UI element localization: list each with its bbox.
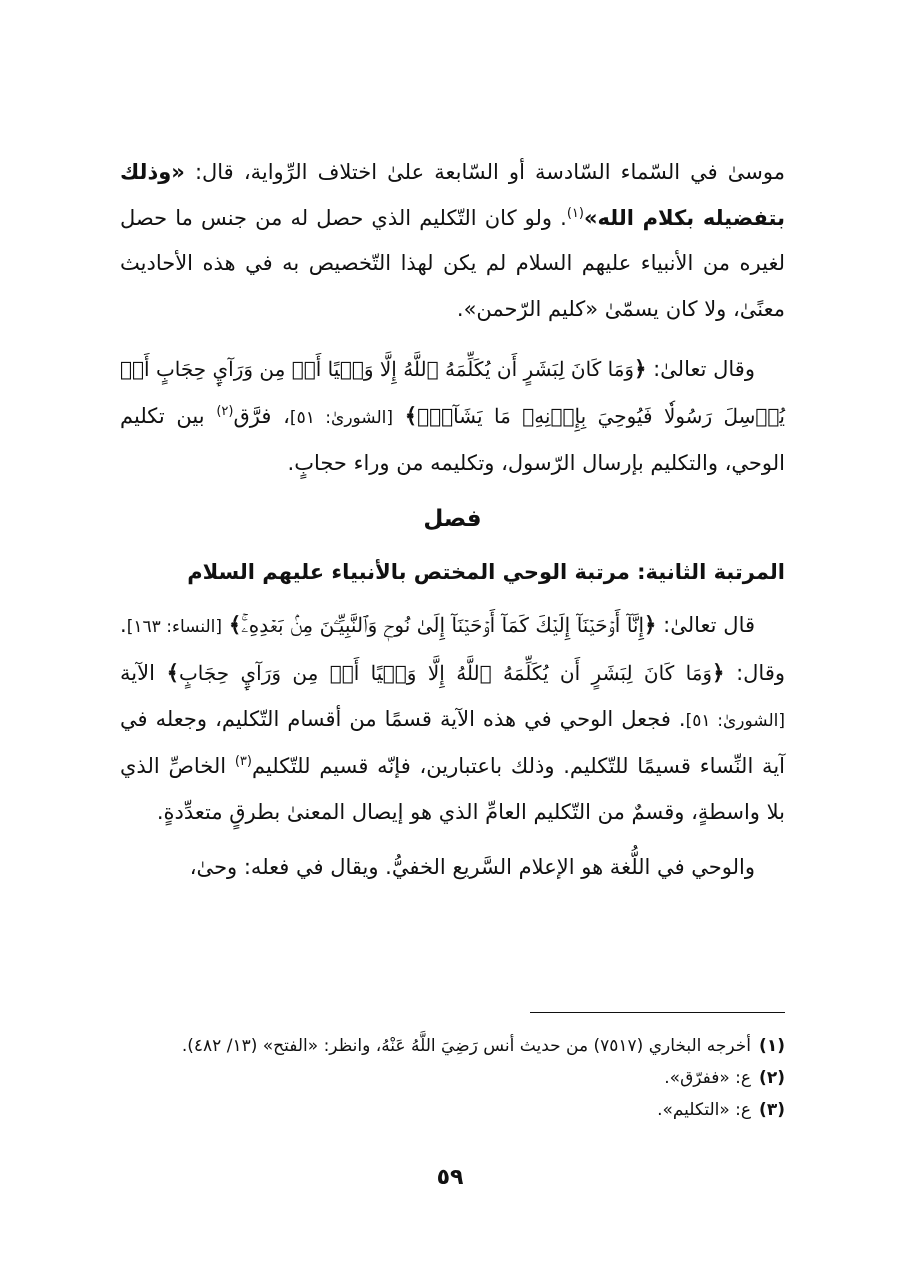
- section-heading: فصل: [423, 505, 482, 532]
- section-subheading: المرتبة الثانية: مرتبة الوحي المختص بالأنبياء عليهم السلام: [187, 560, 785, 584]
- paragraph-3-text-c: الآية: [120, 661, 167, 685]
- paragraph-4: والوحي في اللُّغة هو الإعلام السَّريع الخفيُّ. ويقال في فعله: وحىٰ،: [189, 855, 755, 879]
- paragraph-2-text-c: بين تكليم الوحي، والتكليم بإرسال الرّسول، وتكليمه من وراء حجابٍ.: [120, 403, 785, 475]
- quran-verse-shura-51: وَمَا كَانَ لِبَشَرٍ أَن يُكَلِّمَهُ ٱللَّهُ إِلَّا وَحۡيًا أَوۡ مِن وَرَآيِٕ حِجَابٍ أَوۡ يُرۡسِلَ رَسُولٗا فَيُوحِيَ بِإِذۡنِهِۦ مَا يَشَآءُۚ: [120, 357, 785, 428]
- footnote-2: [120, 1062, 785, 1094]
- paragraph-3-text-a: قال تعالىٰ:: [656, 612, 756, 637]
- paragraph-1-text-b: . ولو كان التّكليم الذي حصل له من جنس ما حصل لغيره من الأنبياء عليهم السلام لم يكن لهذا التّخصيص به في هذه الأحاديث معنًىٰ، ولا كان يسمّىٰ «كليم الرّحمن».: [120, 205, 785, 321]
- verse-citation: [الشورىٰ: ٥١]: [289, 407, 394, 428]
- quran-brace-close: ﴾: [228, 611, 242, 637]
- paragraph-3-text-b: . وقال:: [120, 612, 785, 685]
- footnote-text: ع: «التكليم».: [657, 1100, 752, 1120]
- quran-brace-open: ﴿: [644, 611, 657, 637]
- footnote-number: (١): [759, 1036, 785, 1056]
- paragraph-3-text-e: الخاصِّ الذي بلا واسطةٍ، وقسمٌ من التّكليم العامِّ الذي هو إيصال المعنىٰ بطرقٍ متعدِّدةٍ.: [120, 754, 785, 824]
- paragraph-2-text-a: وقال تعالىٰ:: [646, 357, 755, 381]
- paragraph-2: [120, 346, 785, 487]
- quran-verse-nisa-163: إِنَّآ أَوۡحَيۡنَآ إِلَيۡكَ كَمَآ أَوۡحَيۡنَآ إِلَىٰ نُوحٖ وَٱلنَّبِيِّـۧنَ مِنۢ بَعۡدِهِۦۚ: [241, 612, 645, 637]
- main-text: [120, 150, 785, 891]
- paragraph-3: [120, 602, 785, 836]
- footnote-separator: [530, 1012, 785, 1013]
- quran-brace-close: ﴾: [404, 402, 418, 428]
- footnote-3: [120, 1094, 785, 1126]
- footnote-ref-1[interactable]: (١): [566, 205, 584, 221]
- footnote-number: (٢): [759, 1068, 785, 1088]
- verse-citation: [الشورىٰ: ٥١]: [685, 710, 785, 731]
- paragraph-1-text-a: موسىٰ في السّماء السّادسة أو السّابعة علىٰ اختلاف الرِّواية، قال:: [184, 160, 785, 184]
- footnote-number: (٣): [759, 1100, 785, 1120]
- footnote-text: ع: «ففرّق».: [664, 1068, 752, 1088]
- page-number: ٥٩: [436, 1165, 464, 1190]
- paragraph-3-text-d: . فجعل الوحي في هذه الآية قسمًا من أقسام التّكليم، وجعله في آية النِّساء قسيمًا للتّكليم. وذلك باعتبارين، فإنّه قسيم للتّكليم: [120, 706, 785, 778]
- paragraph-1: [120, 150, 785, 332]
- footnote-ref-3[interactable]: (٣): [234, 754, 252, 769]
- quran-brace-open: ﴿: [634, 356, 647, 381]
- footnotes: [120, 1030, 785, 1126]
- footnote-text: أخرجه البخاري (٧٥١٧) من حديث أنس رَضِيَ اللَّهُ عَنْهُ، وانظر: «الفتح» (١٣/ ٤٨٢).: [181, 1036, 752, 1056]
- footnote-ref-2[interactable]: (٢): [216, 403, 234, 419]
- paragraph-2-text-b: ، فرَّق: [233, 403, 290, 428]
- verse-citation: [النساء: ١٦٣]: [126, 616, 222, 637]
- quote-kalam-allah: «وذلك بتفضيله بكلام الله»: [120, 160, 785, 230]
- quran-verse-shura-51: وَمَا كَانَ لِبَشَرٍ أَن يُكَلِّمَهُ ٱللَّهُ إِلَّا وَحۡيًا أَوۡ مِن وَرَآيِٕ حِجَابٍ: [178, 661, 713, 685]
- quran-brace-open: ﴿: [712, 660, 725, 685]
- footnote-1: [120, 1030, 785, 1062]
- quran-brace-close: ﴾: [166, 660, 179, 685]
